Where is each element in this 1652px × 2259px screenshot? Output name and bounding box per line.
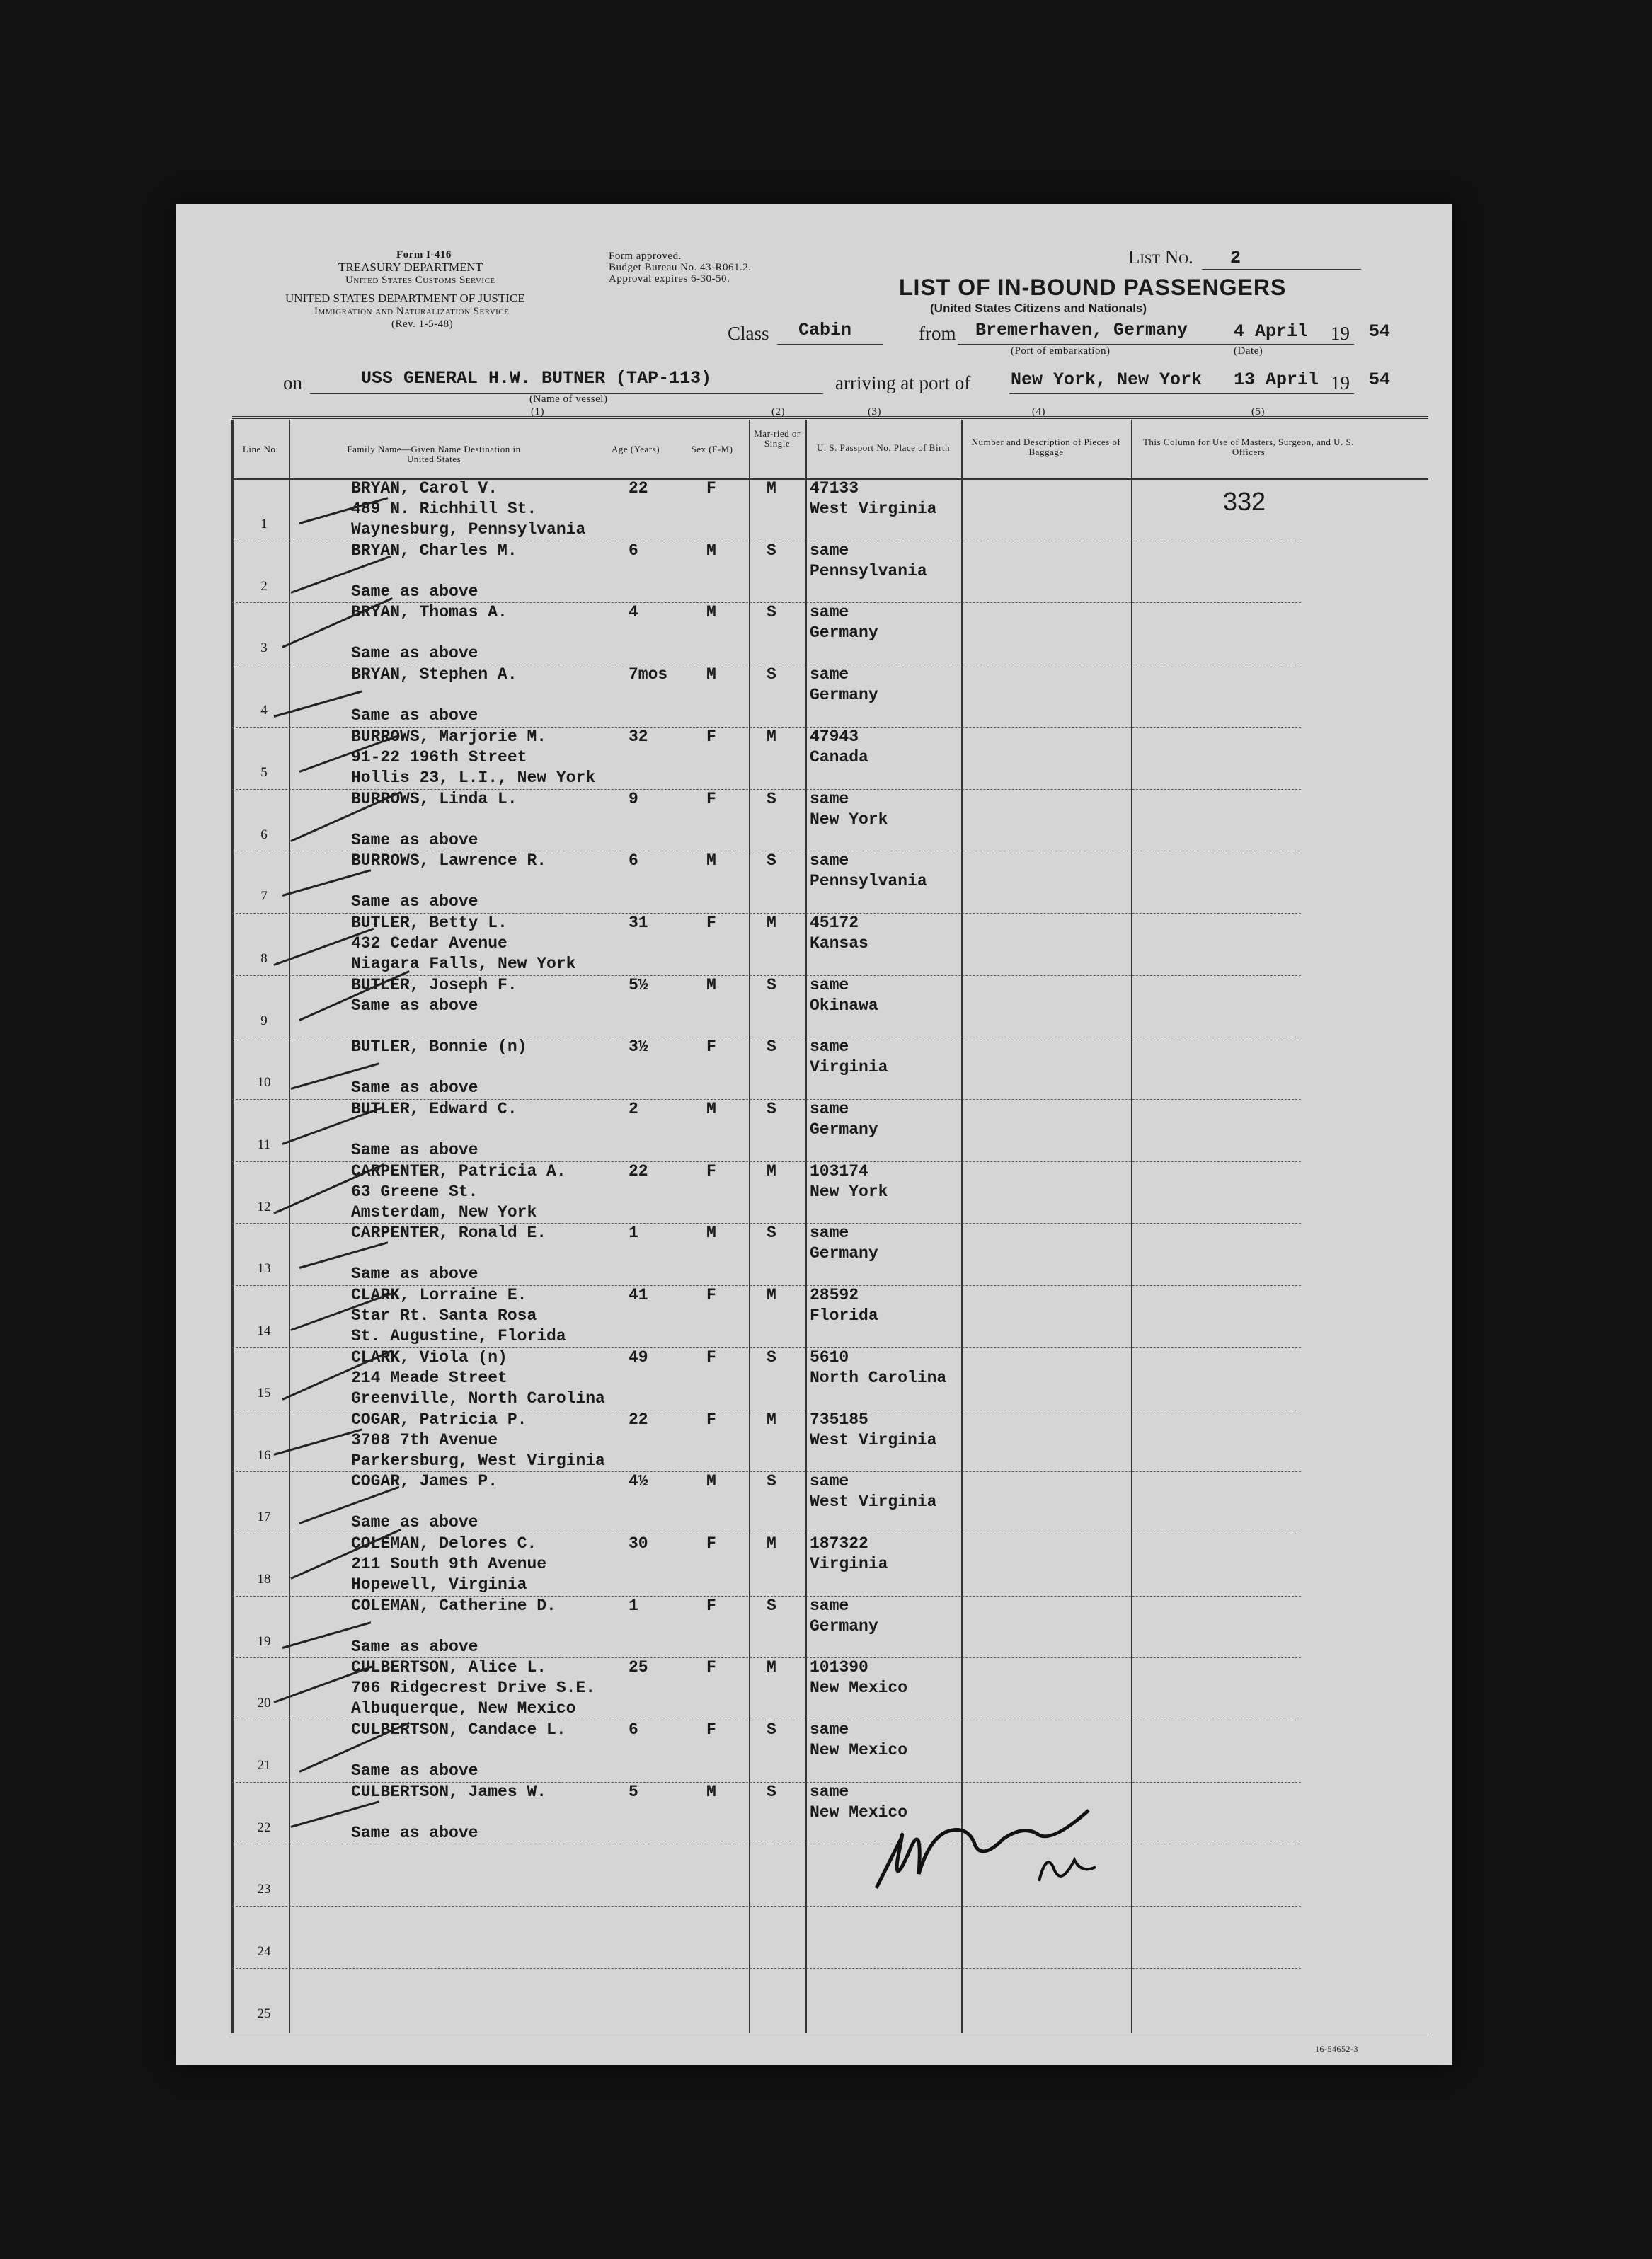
passenger-age: 1: [629, 1224, 638, 1243]
passenger-name-line: CARPENTER, Patricia A.: [351, 1161, 566, 1180]
line-number: 24: [257, 1944, 271, 1960]
passenger-marital: M: [767, 479, 776, 498]
date-caption: (Date): [1234, 345, 1263, 357]
passenger-sex: F: [706, 1410, 716, 1429]
passenger-marital: S: [767, 665, 776, 684]
passenger-name-line: CULBERTSON, Candace L.: [351, 1720, 566, 1739]
justice-department: UNITED STATES DEPARTMENT OF JUSTICE: [285, 292, 525, 305]
passenger-name-line: Same as above: [351, 1079, 478, 1098]
passenger-marital: S: [767, 975, 776, 994]
passenger-marital: M: [767, 1658, 776, 1677]
line-number: 18: [257, 1571, 271, 1587]
passenger-name-line: Same as above: [351, 1637, 478, 1656]
passenger-name-line: Greenville, North Carolina: [351, 1389, 605, 1408]
passport-number: 28592: [810, 1286, 859, 1305]
tally-check-mark: [282, 1107, 382, 1145]
line-number: 4: [260, 703, 268, 718]
passenger-name-line: 91-22 196th Street: [351, 747, 527, 766]
col-divider: [1131, 420, 1132, 2033]
list-number-underline: [1202, 269, 1361, 270]
passenger-age: 6: [629, 1720, 638, 1739]
passenger-name-line: Same as above: [351, 1761, 478, 1780]
line-number: 15: [257, 1385, 271, 1401]
approval-line-2: Budget Bureau No. 43-R061.2.: [609, 262, 752, 273]
birth-place: Germany: [810, 1244, 878, 1263]
passenger-name-line: CULBERTSON, James W.: [351, 1782, 547, 1801]
passenger-name-line: BURROWS, Lawrence R.: [351, 851, 547, 870]
line-number: 17: [257, 1510, 271, 1525]
passenger-marital: S: [767, 1782, 776, 1801]
passport-number: 47133: [810, 479, 859, 498]
on-label: on: [283, 372, 302, 393]
line-number: 13: [257, 1261, 271, 1277]
passport-number: same: [810, 975, 849, 994]
passenger-name-line: Same as above: [351, 582, 478, 601]
passenger-age: 41: [629, 1286, 648, 1305]
passport-number: same: [810, 541, 849, 560]
year-prefix-1: 19: [1331, 323, 1350, 344]
passenger-name-line: Star Rt. Santa Rosa: [351, 1306, 537, 1326]
passenger-sex: M: [706, 1472, 716, 1491]
year-prefix-2: 19: [1331, 372, 1350, 393]
passenger-name-line: St. Augustine, Florida: [351, 1327, 566, 1346]
page-title: LIST OF IN-BOUND PASSENGERS: [899, 275, 1287, 300]
treasury-department: TREASURY DEPARTMENT: [338, 260, 483, 274]
passenger-marital: M: [767, 1534, 776, 1553]
page-subtitle: (United States Citizens and Nationals): [930, 301, 1147, 315]
arrival-underline: [1009, 393, 1354, 394]
passenger-sex: F: [706, 1347, 716, 1367]
passenger-name-line: 432 Cedar Avenue: [351, 933, 507, 953]
line-number: 22: [257, 1820, 271, 1835]
officer-note: 332: [1223, 487, 1266, 516]
line-number: 5: [260, 764, 268, 780]
passenger-sex: F: [706, 1658, 716, 1677]
passenger-name-line: Waynesburg, Pennsylvania: [351, 520, 586, 539]
passenger-marital: M: [767, 727, 776, 746]
passenger-name-line: COGAR, Patricia P.: [351, 1410, 527, 1429]
passenger-age: 32: [629, 727, 648, 746]
birth-place: North Carolina: [810, 1368, 947, 1387]
passenger-sex: M: [706, 1224, 716, 1243]
vessel-caption: (Name of vessel): [529, 393, 608, 405]
birth-place: West Virginia: [810, 500, 937, 518]
passenger-name-line: BRYAN, Stephen A.: [351, 665, 517, 684]
column-number-2: (2): [771, 406, 785, 418]
passenger-name-line: BUTLER, Bonnie (n): [351, 1037, 527, 1057]
line-number: 1: [260, 517, 268, 531]
passenger-marital: S: [767, 1100, 776, 1118]
officer-signature: [862, 1796, 1145, 1909]
passenger-name-line: BUTLER, Joseph F.: [351, 975, 517, 994]
list-number-label: List No.: [1128, 246, 1193, 268]
birth-place: Germany: [810, 623, 878, 643]
passenger-age: 30: [629, 1534, 648, 1553]
passenger-name-line: 214 Meade Street: [351, 1368, 507, 1387]
passenger-name-line: 211 South 9th Avenue: [351, 1554, 547, 1573]
port-caption: (Port of embarkation): [1011, 345, 1111, 357]
passport-number: 45172: [810, 913, 859, 932]
passenger-name-line: CLARK, Viola (n): [351, 1347, 507, 1367]
passenger-list-document: [176, 204, 1452, 2065]
passenger-name-line: Same as above: [351, 644, 478, 663]
birth-place: Canada: [810, 747, 868, 766]
birth-place: West Virginia: [810, 1430, 937, 1449]
line-number: 25: [257, 2006, 271, 2021]
passenger-sex: F: [706, 913, 716, 932]
column-number-1: (1): [531, 406, 544, 418]
line-number: 9: [260, 1013, 268, 1028]
line-number: 16: [257, 1447, 271, 1463]
birth-place: Florida: [810, 1306, 878, 1326]
passport-number: same: [810, 1782, 849, 1801]
passenger-marital: S: [767, 851, 776, 870]
class-underline: [777, 344, 883, 345]
passenger-name-line: CARPENTER, Ronald E.: [351, 1224, 547, 1243]
passenger-sex: F: [706, 1720, 716, 1739]
birth-place: New Mexico: [810, 1741, 908, 1759]
passport-number: same: [810, 603, 849, 622]
line-number: 10: [257, 1075, 271, 1091]
passenger-name-line: Same as above: [351, 1141, 478, 1159]
line-number: 21: [257, 1758, 271, 1773]
passenger-marital: M: [767, 1410, 776, 1429]
birth-place: West Virginia: [810, 1493, 937, 1512]
passenger-name-line: Amsterdam, New York: [351, 1202, 537, 1222]
birth-place: New Mexico: [810, 1679, 908, 1698]
header-passport: U. S. Passport No. Place of Birth: [816, 442, 951, 453]
line-number: 20: [257, 1696, 271, 1711]
passenger-sex: F: [706, 727, 716, 746]
passport-number: 47943: [810, 727, 859, 746]
passenger-sex: F: [706, 479, 716, 498]
passenger-marital: S: [767, 789, 776, 808]
passenger-marital: S: [767, 603, 776, 622]
passenger-name-line: Same as above: [351, 1823, 478, 1842]
passenger-sex: F: [706, 1534, 716, 1553]
col-divider: [961, 420, 963, 2033]
passenger-marital: S: [767, 1037, 776, 1057]
birth-place: New York: [810, 1182, 888, 1201]
header-name: Family Name—Given Name Destination in United States: [347, 444, 521, 464]
embarkation-port: Bremerhaven, Germany: [975, 320, 1188, 340]
table-bottom-rule: [232, 2033, 1428, 2035]
passenger-name-line: COLEMAN, Catherine D.: [351, 1596, 556, 1615]
passenger-sex: M: [706, 851, 716, 870]
passenger-age: 25: [629, 1658, 648, 1677]
column-number-5: (5): [1251, 406, 1265, 418]
column-number-3: (3): [868, 406, 881, 418]
passport-number: same: [810, 1224, 849, 1243]
birth-place: Pennsylvania: [810, 872, 927, 891]
line-number: 2: [260, 578, 268, 594]
arrival-port: New York, New York: [1011, 369, 1203, 390]
passenger-name-line: CLARK, Lorraine E.: [351, 1286, 527, 1305]
passenger-age: 5½: [629, 975, 648, 994]
passenger-name-line: CULBERTSON, Alice L.: [351, 1658, 547, 1677]
table-left-border: [231, 420, 234, 2033]
passport-number: 187322: [810, 1534, 868, 1553]
class-value: Cabin: [798, 320, 852, 340]
passenger-name-line: BUTLER, Edward C.: [351, 1100, 517, 1118]
passenger-sex: F: [706, 1286, 716, 1305]
col-divider: [805, 420, 807, 2033]
passenger-name-line: Same as above: [351, 830, 478, 849]
passenger-marital: S: [767, 541, 776, 560]
col-divider: [289, 420, 290, 2033]
passenger-name-line: BURROWS, Linda L.: [351, 789, 517, 808]
passenger-name-line: Hopewell, Virginia: [351, 1575, 527, 1594]
list-number-value: 2: [1230, 248, 1241, 268]
passenger-sex: F: [706, 1161, 716, 1180]
passenger-name-line: Parkersburg, West Virginia: [351, 1451, 605, 1470]
approval-line-1: Form approved.: [609, 251, 682, 262]
passenger-age: 31: [629, 913, 648, 932]
passenger-name-line: BUTLER, Betty L.: [351, 913, 507, 932]
passenger-name-line: BURROWS, Marjorie M.: [351, 727, 547, 746]
passport-number: 101390: [810, 1658, 868, 1677]
passenger-name-line: Niagara Falls, New York: [351, 954, 576, 973]
line-number: 3: [260, 640, 268, 656]
passport-number: same: [810, 789, 849, 808]
header-age: Age (Years): [611, 444, 660, 454]
column-number-4: (4): [1032, 406, 1045, 418]
passenger-name-line: BRYAN, Charles M.: [351, 541, 517, 560]
class-label: Class: [728, 323, 769, 344]
birth-place: Germany: [810, 1120, 878, 1139]
passenger-age: 49: [629, 1347, 648, 1367]
tally-check-mark: [274, 1428, 363, 1456]
passenger-sex: F: [706, 789, 716, 808]
revision-date: (Rev. 1-5-48): [391, 318, 454, 330]
col-divider: [749, 420, 750, 2033]
header-married: Mar-ried or Single: [754, 428, 801, 449]
line-number: 19: [257, 1633, 271, 1649]
passenger-age: 22: [629, 1410, 648, 1429]
vessel-name: USS GENERAL H.W. BUTNER (TAP-113): [361, 368, 712, 389]
birth-place: Okinawa: [810, 996, 878, 1015]
row-separator: [232, 1968, 1301, 1969]
passenger-age: 3½: [629, 1037, 648, 1057]
birth-place: Virginia: [810, 1058, 888, 1077]
line-number: 6: [260, 827, 268, 842]
passport-number: same: [810, 1037, 849, 1057]
passport-number: same: [810, 1472, 849, 1491]
line-number: 8: [260, 950, 268, 966]
passenger-name-line: COLEMAN, Delores C.: [351, 1534, 537, 1553]
passenger-age: 5: [629, 1782, 638, 1801]
passport-number: same: [810, 851, 849, 870]
passport-number: same: [810, 1596, 849, 1615]
passport-number: same: [810, 1720, 849, 1739]
line-number: 11: [257, 1137, 271, 1152]
passenger-age: 7mos: [629, 665, 668, 684]
form-number: Form I-416: [396, 249, 452, 260]
passenger-age: 2: [629, 1100, 638, 1118]
footer-code: 16-54652-3: [1315, 2044, 1358, 2054]
passport-number: same: [810, 1100, 849, 1118]
birth-place: Virginia: [810, 1554, 888, 1573]
year-suffix-1: 54: [1369, 321, 1391, 342]
header-officers: This Column for Use of Masters, Surgeon, and U. S. Officers: [1142, 437, 1355, 457]
passenger-age: 6: [629, 541, 638, 560]
header-sex: Sex (F-M): [691, 444, 733, 454]
passenger-name-line: 489 N. Richhill St.: [351, 500, 537, 518]
passenger-name-line: Same as above: [351, 996, 478, 1015]
passenger-age: 1: [629, 1596, 638, 1615]
from-label: from: [919, 323, 956, 344]
passport-number: same: [810, 665, 849, 684]
line-number: 7: [260, 889, 268, 904]
birth-place: Kansas: [810, 933, 868, 953]
passenger-sex: M: [706, 975, 716, 994]
passenger-name-line: BRYAN, Carol V.: [351, 479, 498, 498]
arriving-label: arriving at port of: [835, 372, 971, 393]
passenger-sex: M: [706, 1100, 716, 1118]
passenger-sex: M: [706, 541, 716, 560]
passenger-sex: M: [706, 665, 716, 684]
passenger-age: 22: [629, 1161, 648, 1180]
passenger-name-line: Same as above: [351, 1265, 478, 1284]
passenger-name-line: 3708 7th Avenue: [351, 1430, 498, 1449]
passenger-name-line: Albuquerque, New Mexico: [351, 1699, 576, 1718]
passenger-sex: F: [706, 1037, 716, 1057]
passenger-marital: S: [767, 1596, 776, 1615]
header-line-no: Line No.: [242, 444, 279, 454]
passenger-marital: S: [767, 1472, 776, 1491]
passenger-name-line: 63 Greene St.: [351, 1182, 478, 1201]
passenger-age: 22: [629, 479, 648, 498]
passenger-name-line: COGAR, James P.: [351, 1472, 498, 1491]
passenger-sex: M: [706, 1782, 716, 1801]
passenger-marital: M: [767, 1286, 776, 1305]
header-baggage: Number and Description of Pieces of Baggage: [971, 437, 1121, 457]
from-underline: [958, 344, 1354, 345]
passenger-sex: F: [706, 1596, 716, 1615]
birth-place: New York: [810, 810, 888, 829]
year-suffix-2: 54: [1369, 369, 1391, 390]
customs-service: United States Customs Service: [345, 275, 495, 286]
passenger-name-line: Same as above: [351, 1513, 478, 1532]
passenger-marital: S: [767, 1347, 776, 1367]
approval-line-3: Approval expires 6-30-50.: [609, 273, 730, 284]
table-top-rule: [232, 416, 1428, 419]
passport-number: 103174: [810, 1161, 868, 1180]
passenger-sex: M: [706, 603, 716, 622]
passport-number: 735185: [810, 1410, 868, 1429]
birth-place: New Mexico: [810, 1803, 908, 1822]
passenger-name-line: Hollis 23, L.I., New York: [351, 768, 596, 787]
birth-place: Germany: [810, 686, 878, 705]
departure-date: 4 April: [1234, 321, 1309, 342]
birth-place: Germany: [810, 1616, 878, 1636]
passenger-marital: M: [767, 1161, 776, 1180]
passenger-name-line: BRYAN, Thomas A.: [351, 603, 507, 622]
line-number: 23: [257, 1882, 271, 1897]
passport-number: 5610: [810, 1347, 849, 1367]
line-number: 14: [257, 1323, 271, 1339]
passenger-marital: M: [767, 913, 776, 932]
passenger-marital: S: [767, 1224, 776, 1243]
immigration-service: Immigration and Naturalization Service: [314, 306, 510, 317]
birth-place: Pennsylvania: [810, 561, 927, 580]
passenger-age: 4½: [629, 1472, 648, 1491]
passenger-name-line: Same as above: [351, 706, 478, 725]
line-number: 12: [257, 1199, 271, 1214]
passenger-marital: S: [767, 1720, 776, 1739]
passenger-age: 6: [629, 851, 638, 870]
passenger-age: 4: [629, 603, 638, 622]
passenger-age: 9: [629, 789, 638, 808]
arrival-date: 13 April: [1234, 369, 1319, 390]
passenger-name-line: 706 Ridgecrest Drive S.E.: [351, 1679, 596, 1698]
passenger-name-line: Same as above: [351, 892, 478, 912]
